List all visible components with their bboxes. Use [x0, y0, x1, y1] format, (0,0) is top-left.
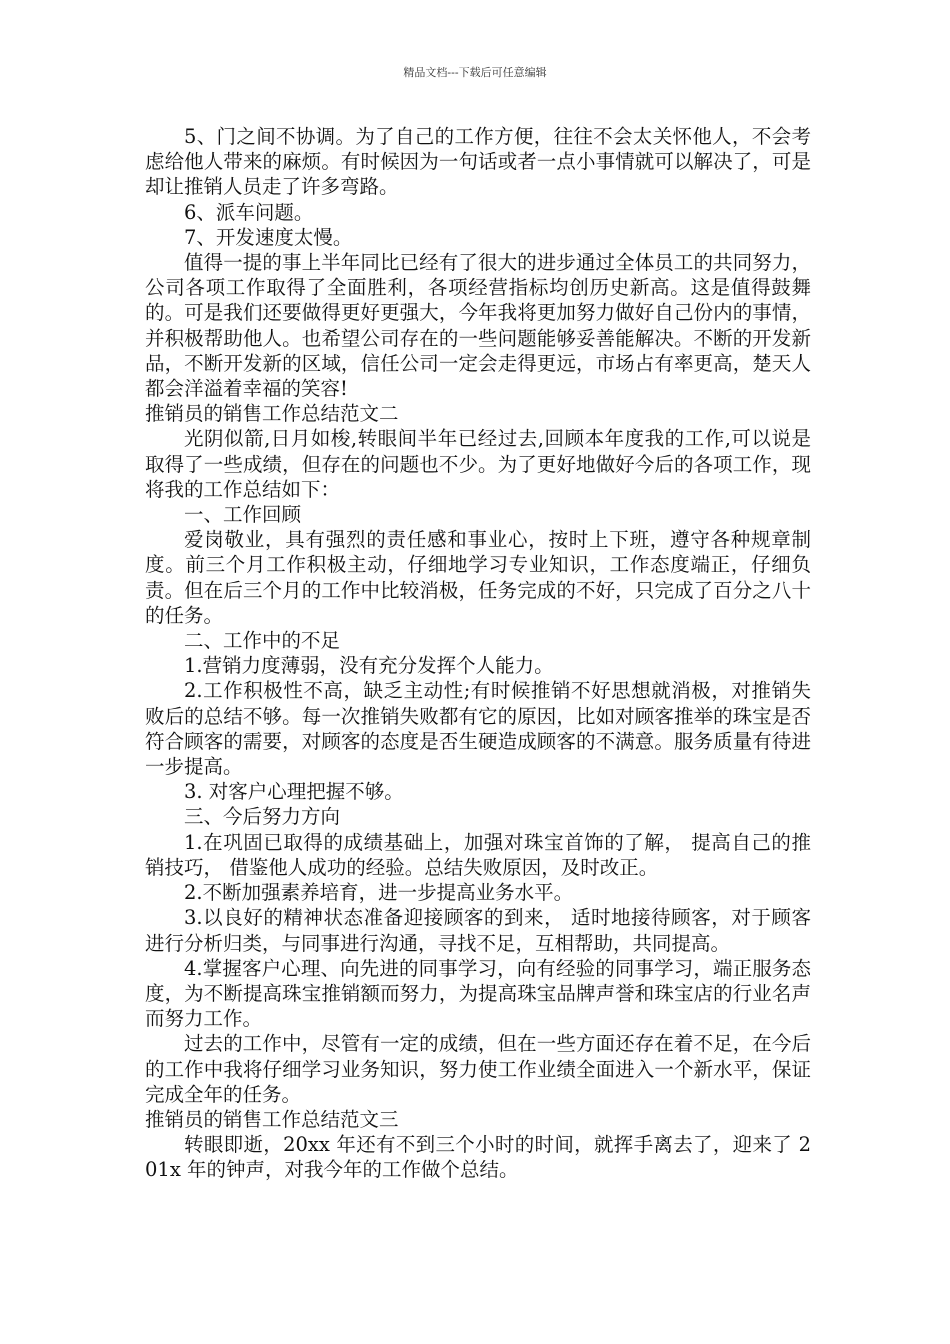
list-item: 2.工作积极性不高，缺乏主动性;有时候推销不好思想就消极，对推销失败后的总结不够。每一次推销失败都有它的原因，比如对顾客推举的珠宝是否符合顾客的需要，对顾客的态度是否生硬造成顾客的不满意。服务质量有待进一步提高。 — [145, 679, 811, 779]
section-heading: 推销员的销售工作总结范文二 — [145, 402, 399, 426]
paragraph: 过去的工作中，尽管有一定的成绩，但在一些方面还存在着不足，在今后的工作中我将仔细学习业务知识，努力使工作业绩全面进入一个新水平，保证完成全年的任务。 — [145, 1032, 811, 1106]
paragraph: 爱岗敬业，具有强烈的责任感和事业心，按时上下班，遵守各种规章制度。前三个月工作积极主动，仔细地学习专业知识，工作态度端正，仔细负责。但在后三个月的工作中比较消极，任务完成的不好，只完成了百分之八十的任务。 — [145, 528, 811, 627]
paragraph: 值得一提的事上半年同比已经有了很大的进步通过全体员工的共同努力，公司各项工作取得了全面胜利，各项经营指标均创历史新高。这是值得鼓舞的。可是我们还要做得更好更强大，今年我将更加努力做好自己份内的事情，并积极帮助他人。也希望公司存在的一些问题能够妥善能解决。不断的开发新品，不断开发新的区域，信任公司一定会走得更远，市场占有率更高，楚天人都会洋溢着幸福的笑容! — [145, 251, 811, 401]
paragraph: 6、派车问题。 — [184, 200, 314, 224]
paragraph: 7、开发速度太慢。 — [184, 225, 353, 249]
paragraph: 转眼即逝，20xx 年还有不到三个小时的时间，就挥手离去了，迎来了 201x 年的钟声，对我今年的工作做个总结。 — [145, 1133, 811, 1182]
list-item: 3.以良好的精神状态准备迎接顾客的到来， 适时地接待顾客，对于顾客进行分析归类，与同事进行沟通，寻找不足，互相帮助，共同提高。 — [145, 906, 811, 955]
list-item: 3. 对客户心理把握不够。 — [184, 780, 404, 804]
list-item: 2.不断加强素养培育，进一步提高业务水平。 — [184, 881, 574, 905]
paragraph: 光阴似箭,日月如梭,转眼间半年已经过去,回顾本年度我的工作,可以说是取得了一些成绩，但存在的问题也不少。为了更好地做好今后的各项工作，现将我的工作总结如下： — [145, 427, 811, 501]
list-item: 1.在巩固已取得的成绩基础上，加强对珠宝首饰的了解， 提高自己的推销技巧， 借鉴他人成功的经验。总结失败原因，及时改正。 — [145, 830, 811, 879]
list-item: 1.营销力度薄弱，没有充分发挥个人能力。 — [184, 654, 554, 678]
document-body — [145, 124, 811, 1183]
subheading: 三、今后努力方向 — [184, 805, 341, 829]
list-item: 4.掌握客户心理、向先进的同事学习，向有经验的同事学习，端正服务态度，为不断提高珠宝推销额而努力，为提高珠宝品牌声誉和珠宝店的行业名声而努力工作。 — [145, 956, 811, 1031]
subheading: 一、工作回顾 — [184, 503, 302, 527]
page-header: 精品文档---下载后可任意编辑 — [403, 66, 547, 79]
paragraph: 5、门之间不协调。为了自己的工作方便，往往不会太关怀他人，不会考虑给他人带来的麻烦。有时候因为一句话或者一点小事情就可以解决了，可是却让推销人员走了许多弯路。 — [145, 125, 811, 199]
subheading: 二、工作中的不足 — [184, 629, 341, 653]
section-heading: 推销员的销售工作总结范文三 — [145, 1107, 399, 1131]
